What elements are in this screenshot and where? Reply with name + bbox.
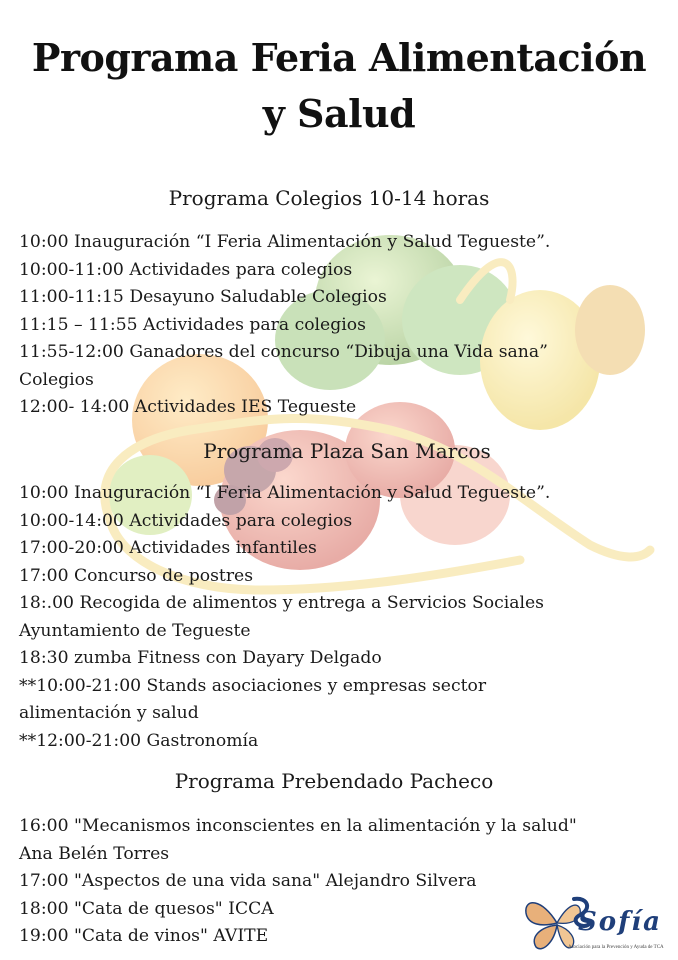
logo-wordmark: Sofía xyxy=(578,907,663,937)
program-line: 17:00 "Aspectos de una vida sana" Alejandro Silvera xyxy=(19,871,477,891)
program-line: **10:00-21:00 Stands asociaciones y empresas sector xyxy=(19,675,487,696)
page-title-line-2: y Salud xyxy=(262,91,416,136)
program-line: 11:55-12:00 Ganadores del concurso “Dibuja una Vida sana” xyxy=(19,342,548,362)
section-list-plaza-san-marcos xyxy=(19,480,669,755)
sofia-logo xyxy=(522,891,662,955)
program-line: 17:00-20:00 Actividades infantiles xyxy=(19,538,317,558)
program-line: 10:00 Inauguración “I Feria Alimentación y Salud Tegueste”. xyxy=(19,483,551,503)
program-line: 10:00 Inauguración “I Feria Alimentación y Salud Tegueste”. xyxy=(19,232,551,252)
section-heading-prebendado-pacheco: Programa Prebendado Pacheco xyxy=(174,769,494,793)
logo-tagline: Asociación para la Prevención y Ayuda de TCA xyxy=(568,945,664,950)
program-line: Colegios xyxy=(19,369,94,390)
program-line: 16:00 "Mecanismos inconscientes en la alimentación y la salud" xyxy=(19,816,577,836)
page-title xyxy=(0,30,678,142)
program-line: 19:00 "Cata de vinos" AVITE xyxy=(19,926,269,946)
program-line: alimentación y salud xyxy=(19,703,199,723)
program-line: 18:.00 Recogida de alimentos y entrega a Servicios Sociales xyxy=(19,593,544,613)
program-line: 10:00-11:00 Actividades para colegios xyxy=(19,259,353,280)
section-heading-plaza-san-marcos: Programa Plaza San Marcos xyxy=(203,439,491,463)
program-line: Ana Belén Torres xyxy=(19,843,170,864)
section-heading-colegios: Programa Colegios 10-14 horas xyxy=(168,186,490,210)
section-list-colegios xyxy=(19,229,669,422)
program-line: 12:00- 14:00 Actividades IES Tegueste xyxy=(19,397,357,417)
program-line: 11:15 – 11:55 Actividades para colegios xyxy=(19,314,366,335)
program-line: **12:00-21:00 Gastronomía xyxy=(19,730,259,751)
page-title-line-1: Programa Feria Alimentación xyxy=(31,35,647,80)
program-line: 11:00-11:15 Desayuno Saludable Colegios xyxy=(19,287,387,307)
program-line: 18:30 zumba Fitness con Dayary Delgado xyxy=(19,648,382,668)
program-line: 18:00 "Cata de quesos" ICCA xyxy=(19,898,274,919)
program-line: Ayuntamiento de Tegueste xyxy=(19,620,251,641)
program-line: 17:00 Concurso de postres xyxy=(19,565,254,586)
program-line: 10:00-14:00 Actividades para colegios xyxy=(19,510,353,531)
